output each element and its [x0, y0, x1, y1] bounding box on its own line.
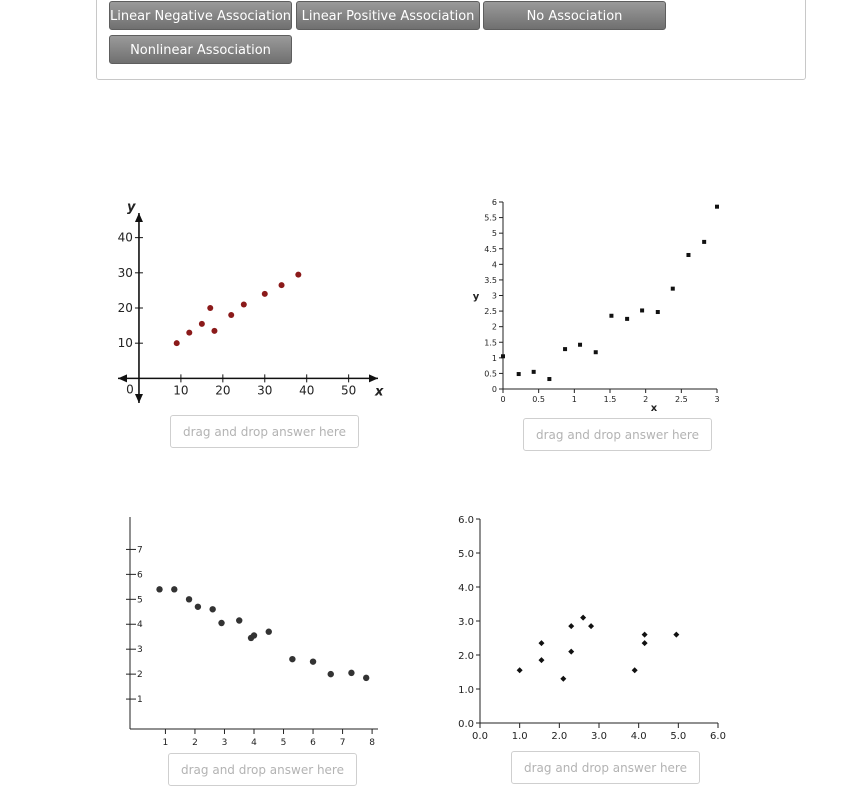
- y-tick-label: 1.5: [484, 338, 497, 348]
- data-point: [673, 632, 679, 638]
- x-axis-label: x: [650, 403, 658, 414]
- x-axis-label: x: [375, 384, 384, 400]
- y-tick-label: 6: [137, 570, 143, 581]
- y-axis-label: y: [472, 291, 480, 303]
- x-axis-arrow-left: [118, 374, 127, 382]
- data-point: [547, 377, 551, 381]
- data-point: [228, 312, 234, 318]
- data-point: [289, 656, 295, 662]
- data-point: [174, 340, 180, 346]
- option-linear-positive[interactable]: Linear Positive Association: [296, 1, 480, 30]
- data-point: [328, 671, 334, 677]
- y-tick-label: 2.0: [458, 651, 474, 662]
- data-point: [702, 240, 706, 244]
- data-point: [580, 615, 586, 621]
- y-tick-label: 1: [137, 695, 143, 706]
- x-tick-label: 7: [339, 738, 346, 748]
- x-tick-label: 2: [192, 738, 198, 748]
- data-point: [279, 282, 285, 288]
- x-tick-label: 40: [299, 383, 315, 398]
- scatter-plot-3: [110, 505, 400, 750]
- y-tick-label: 6: [491, 198, 497, 207]
- data-point: [262, 291, 268, 297]
- x-tick-label: 6.0: [710, 731, 726, 742]
- data-point: [186, 330, 192, 336]
- x-tick-label: 4.0: [630, 731, 647, 742]
- data-point: [209, 606, 215, 612]
- data-point: [156, 586, 162, 592]
- data-point: [563, 347, 567, 351]
- data-point: [186, 596, 192, 602]
- x-tick-label: 2.0: [551, 731, 568, 742]
- data-point: [640, 308, 644, 312]
- data-point: [211, 328, 217, 334]
- option-no-association[interactable]: No Association: [483, 1, 666, 30]
- data-point: [632, 667, 638, 673]
- data-point: [656, 310, 660, 314]
- data-point: [207, 305, 213, 311]
- option-nonlinear[interactable]: Nonlinear Association: [109, 35, 292, 64]
- data-point: [578, 343, 582, 347]
- x-tick-label: 1: [571, 395, 577, 404]
- y-tick-label: 7: [137, 545, 143, 556]
- x-tick-label: 30: [257, 383, 273, 398]
- data-point: [568, 649, 574, 655]
- data-point: [517, 372, 521, 376]
- x-tick-label: 3.0: [591, 731, 607, 742]
- y-tick-label: 0.5: [484, 369, 497, 379]
- data-point: [625, 317, 629, 321]
- data-point: [236, 617, 242, 623]
- scatter-plot-4: [440, 505, 740, 750]
- data-point: [266, 629, 272, 635]
- y-axis-arrow-up: [135, 213, 143, 222]
- data-point: [609, 314, 613, 318]
- x-tick-label: 0.5: [532, 395, 546, 404]
- y-tick-label: 2.5: [484, 307, 497, 317]
- data-point: [588, 623, 594, 629]
- y-tick-label: 5.5: [484, 213, 497, 223]
- data-point: [218, 620, 224, 626]
- y-tick-label: 0: [491, 385, 497, 394]
- scatter-plot-2: [455, 195, 735, 425]
- data-point: [568, 623, 574, 629]
- data-point: [517, 667, 523, 673]
- y-tick-label: 1.0: [458, 685, 474, 696]
- data-point: [348, 670, 354, 676]
- y-tick-label: 10: [117, 336, 133, 351]
- y-tick-label: 3.5: [484, 275, 497, 285]
- x-tick-label: 3: [714, 395, 720, 404]
- x-tick-label: 1: [162, 738, 169, 748]
- y-tick-label: 5: [491, 229, 497, 239]
- x-tick-label: 0.0: [472, 731, 488, 742]
- y-tick-label: 3: [491, 291, 497, 301]
- y-axis-arrow-down: [135, 394, 143, 403]
- data-point: [241, 301, 247, 307]
- data-point: [501, 354, 505, 358]
- data-point: [715, 205, 719, 209]
- data-point: [171, 586, 177, 592]
- drop-zone-plot-4[interactable]: drag and drop answer here: [511, 751, 700, 784]
- x-tick-label: 3: [221, 738, 228, 748]
- x-tick-label: 6: [310, 738, 316, 748]
- y-tick-label: 3: [137, 645, 143, 656]
- y-tick-label: 5.0: [458, 549, 474, 560]
- data-point: [199, 321, 205, 327]
- drop-zone-plot-3[interactable]: drag and drop answer here: [168, 753, 357, 786]
- y-axis-label: y: [126, 200, 136, 215]
- x-tick-label: 5: [280, 738, 287, 748]
- x-tick-label: 50: [341, 383, 357, 398]
- option-linear-negative[interactable]: Linear Negative Association: [109, 1, 292, 30]
- data-point: [538, 657, 544, 663]
- y-tick-label: 20: [117, 301, 133, 315]
- data-point: [642, 632, 648, 638]
- y-tick-label: 30: [117, 265, 133, 280]
- x-tick-label: 0: [500, 395, 506, 404]
- x-tick-label: 8: [369, 738, 375, 748]
- y-tick-label: 0.0: [458, 719, 474, 730]
- data-point: [195, 604, 201, 610]
- x-tick-label: 4: [251, 738, 257, 748]
- data-point: [686, 253, 690, 257]
- scatter-plot-1: [110, 195, 390, 425]
- data-point: [532, 370, 536, 374]
- x-tick-label: 5.0: [670, 731, 687, 742]
- answer-bank: [96, 0, 806, 80]
- x-tick-label: 10: [173, 383, 189, 398]
- y-tick-label: 4.5: [484, 244, 497, 254]
- x-axis-arrow-right: [369, 374, 378, 382]
- origin-label: 0: [126, 382, 134, 397]
- y-tick-label: 5: [137, 595, 143, 606]
- x-tick-label: 1.5: [603, 395, 617, 404]
- data-point: [251, 632, 257, 638]
- y-tick-label: 4.0: [458, 583, 474, 594]
- y-tick-label: 2: [137, 670, 143, 681]
- data-point: [310, 658, 316, 664]
- x-tick-label: 2: [643, 395, 649, 404]
- data-point: [363, 675, 369, 681]
- data-point: [560, 676, 566, 682]
- data-point: [538, 640, 544, 646]
- data-point: [671, 287, 675, 291]
- y-tick-label: 40: [117, 230, 133, 245]
- x-tick-label: 20: [215, 383, 231, 398]
- y-tick-label: 4: [137, 620, 143, 631]
- x-tick-label: 2.5: [674, 395, 688, 404]
- data-point: [642, 640, 648, 646]
- x-tick-label: 1.0: [511, 731, 528, 742]
- y-tick-label: 3.0: [458, 617, 474, 628]
- y-tick-label: 1: [491, 353, 497, 363]
- drop-zone-plot-1[interactable]: drag and drop answer here: [170, 415, 359, 448]
- y-tick-label: 2: [491, 322, 497, 332]
- drop-zone-plot-2[interactable]: drag and drop answer here: [523, 418, 712, 451]
- y-tick-label: 4: [491, 260, 497, 270]
- data-point: [594, 350, 598, 354]
- data-point: [295, 272, 301, 278]
- y-tick-label: 6.0: [458, 515, 474, 526]
